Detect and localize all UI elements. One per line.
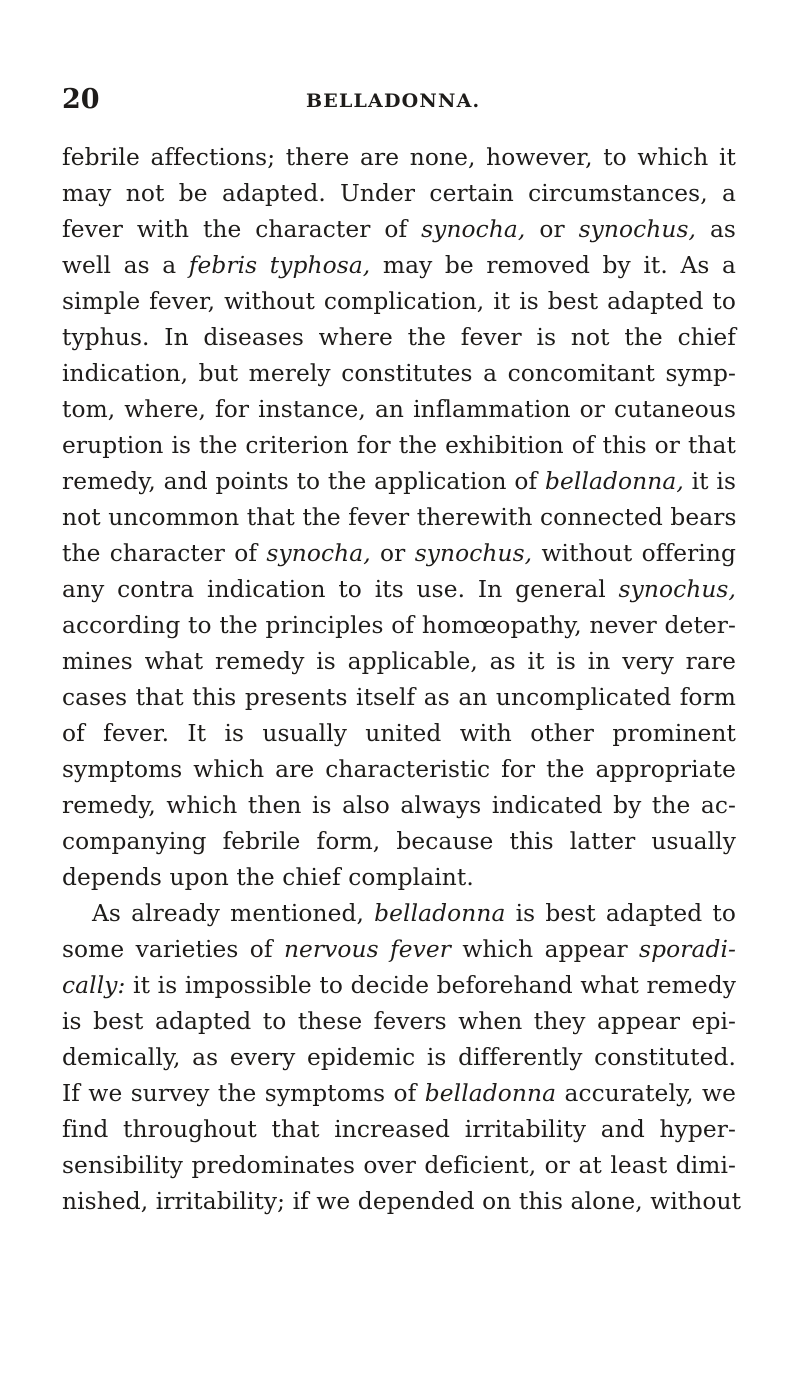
italic-term: belladonna, — [545, 468, 684, 495]
text-line — [62, 824, 736, 860]
text-run: nished, irritability; if we depended on this alone, without — [62, 1188, 742, 1215]
text-line — [62, 392, 736, 428]
text-run: any contra indication to its use. In general — [62, 576, 619, 603]
text-run: the character of — [62, 540, 267, 567]
text-run: not uncommon that the fever therewith connected bears — [62, 504, 737, 531]
text-run: may be removed by it. As a — [370, 252, 736, 279]
page-header — [62, 80, 738, 120]
italic-term: synochus, — [414, 540, 533, 567]
text-line — [62, 1148, 736, 1184]
text-run: it is impossible to decide beforehand what remedy — [125, 972, 736, 999]
text-line — [62, 284, 736, 320]
text-run: tom, where, for instance, an inflammation or cutaneous — [62, 396, 736, 423]
text-run: If we survey the symptoms of — [62, 1080, 425, 1107]
text-run: mines what remedy is applicable, as it is in very rare — [62, 648, 736, 675]
text-run: may not be adapted. Under certain circumstances, a — [62, 180, 736, 207]
italic-term: sporadi- — [639, 936, 737, 963]
text-line — [62, 1076, 736, 1112]
text-run: some varieties of — [62, 936, 284, 963]
text-run: febrile affections; there are none, however, to which it — [62, 144, 736, 171]
running-title: BELLADONNA. — [306, 90, 481, 112]
text-run: remedy, and points to the application of — [62, 468, 546, 495]
text-run: companying febrile form, because this latter usually — [62, 828, 736, 855]
text-run: demically, as every epidemic is differently constituted. — [62, 1044, 736, 1071]
italic-term: synochus, — [618, 576, 736, 603]
text-line — [62, 536, 736, 572]
italic-term: cally: — [62, 972, 126, 999]
text-line — [62, 968, 736, 1004]
text-run: simple fever, without complication, it is best adapted to — [62, 288, 736, 315]
text-run: according to the principles of homœopathy, never deter- — [62, 612, 736, 639]
italic-term: febris typhosa, — [188, 252, 371, 279]
text-run: without offering — [532, 540, 736, 567]
page-number: 20 — [62, 84, 100, 115]
text-line — [62, 248, 736, 284]
text-line — [62, 500, 736, 536]
text-run: as — [696, 216, 736, 243]
text-run: accurately, we — [556, 1080, 736, 1107]
text-run: remedy, which then is also always indicated by the ac- — [62, 792, 736, 819]
text-line — [62, 752, 736, 788]
text-run: symptoms which are characteristic for the appropriate — [62, 756, 736, 783]
italic-term: belladonna — [374, 900, 506, 927]
text-line — [62, 1184, 742, 1220]
text-line — [62, 1112, 736, 1148]
text-line — [62, 644, 736, 680]
text-run: or — [525, 216, 579, 243]
text-run: As already mentioned, — [92, 900, 375, 927]
italic-term: synocha, — [421, 216, 526, 243]
text-run: is best adapted to these fevers when they appear epi- — [62, 1008, 736, 1035]
italic-term: synochus, — [578, 216, 697, 243]
text-line — [62, 176, 736, 212]
text-run: typhus. In diseases where the fever is not the chief — [62, 324, 736, 351]
italic-term: belladonna — [424, 1080, 557, 1107]
text-line — [62, 1004, 736, 1040]
text-run: find throughout that increased irritability and hyper- — [62, 1116, 736, 1143]
text-line — [62, 896, 736, 932]
text-line — [62, 428, 736, 464]
text-line — [62, 860, 736, 896]
text-line — [62, 356, 736, 392]
text-run: of fever. It is usually united with other prominent — [62, 720, 736, 747]
text-line — [62, 932, 736, 968]
text-run: is best adapted to — [505, 900, 736, 927]
text-line — [62, 680, 736, 716]
text-line — [62, 716, 736, 752]
text-line — [62, 608, 736, 644]
text-run: well as a — [62, 252, 189, 279]
text-run: indication, but merely constitutes a concomitant symp- — [62, 360, 736, 387]
text-run: which appear — [451, 936, 640, 963]
text-line — [62, 788, 736, 824]
text-run: eruption is the criterion for the exhibition of this or that — [62, 432, 736, 459]
text-line — [62, 464, 736, 500]
text-run: fever with the character of — [62, 216, 422, 243]
text-run: or — [370, 540, 415, 567]
text-line — [62, 140, 736, 176]
italic-term: nervous fever — [283, 936, 452, 963]
text-line — [62, 212, 736, 248]
text-run: depends upon the chief complaint. — [62, 864, 474, 891]
text-run: cases that this presents itself as an uncomplicated form — [62, 684, 736, 711]
body-text — [62, 140, 742, 1220]
text-run: it is — [683, 468, 736, 495]
text-line — [62, 320, 736, 356]
text-line — [62, 572, 736, 608]
text-line — [62, 1040, 736, 1076]
text-run: sensibility predominates over deficient, or at least dimi- — [62, 1152, 736, 1179]
italic-term: synocha, — [266, 540, 371, 567]
